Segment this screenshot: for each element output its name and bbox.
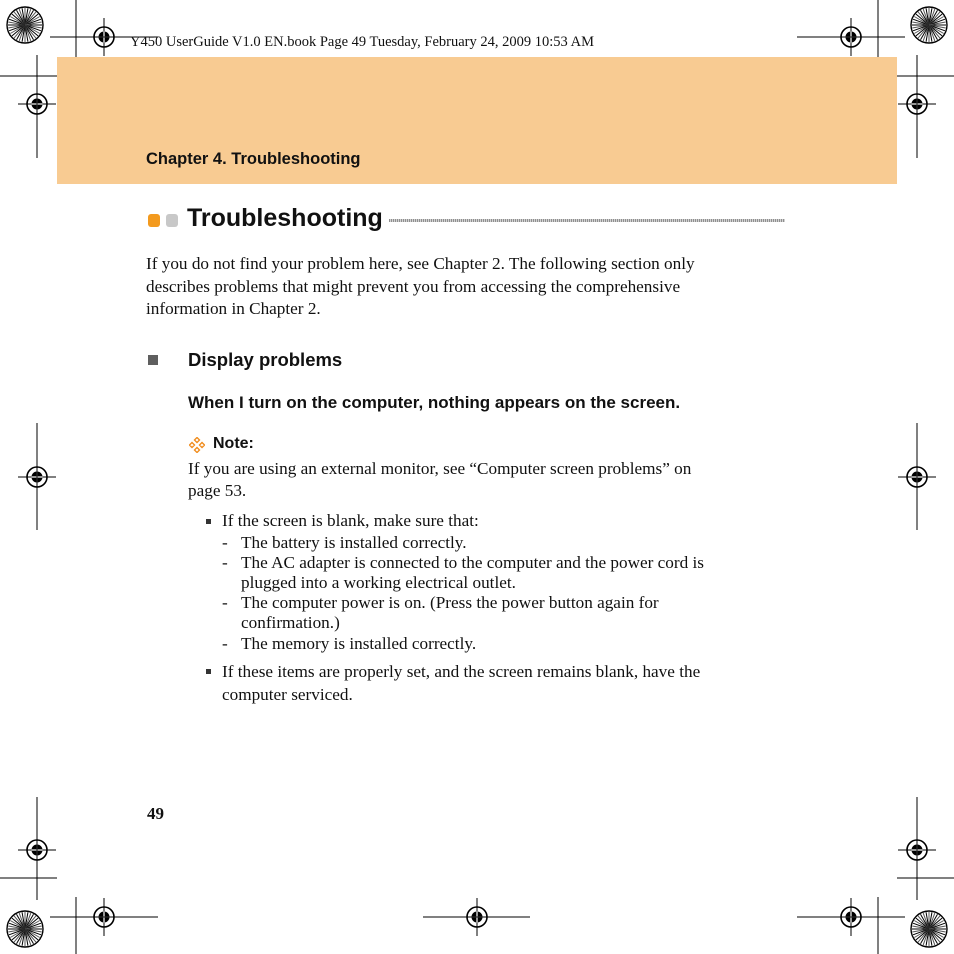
print-slug: Y450 UserGuide V1.0 EN.book Page 49 Tuesday, February 24, 2009 10:53 AM	[130, 34, 594, 50]
check-line: plugged into a working electrical outlet.	[241, 573, 516, 592]
dash-marker: -	[222, 553, 228, 572]
check-line: confirmation.)	[241, 613, 340, 632]
note-diamond-icon	[189, 437, 205, 453]
check-line: The computer power is on. (Press the power button again for	[241, 593, 659, 612]
heading-gray-square-icon	[166, 214, 178, 227]
page-number: 49	[147, 804, 164, 823]
check-line: The AC adapter is connected to the computer and the power cord is	[241, 553, 704, 572]
dash-marker: -	[222, 634, 228, 653]
check-item	[241, 593, 659, 633]
check-line: The battery is installed correctly.	[241, 533, 467, 552]
square-bullet-icon	[148, 355, 158, 365]
note-line: page 53.	[188, 480, 247, 500]
check-item	[241, 553, 704, 593]
heading-rule	[389, 219, 785, 222]
question-heading: When I turn on the computer, nothing appears on the screen.	[188, 393, 681, 412]
starburst-icon	[7, 911, 43, 947]
bullet-item: If the screen is blank, make sure that:	[222, 511, 479, 530]
list-bullet-icon	[206, 669, 211, 674]
note-text	[188, 458, 788, 501]
bullet-item	[222, 660, 792, 706]
dash-marker: -	[222, 533, 228, 552]
intro-line: If you do not find your problem here, see Chapter 2. The following section only	[146, 254, 695, 273]
starburst-icon	[911, 911, 947, 947]
check-item	[241, 533, 467, 553]
note-label: Note:	[213, 435, 254, 452]
dash-marker: -	[222, 593, 228, 612]
subsection-title: Display problems	[188, 349, 343, 370]
intro-line: information in Chapter 2.	[146, 299, 321, 318]
check-item	[241, 634, 476, 654]
intro-paragraph	[146, 253, 796, 321]
bullet-line: If these items are properly set, and the screen remains blank, have the	[222, 662, 701, 681]
starburst-icon	[911, 7, 947, 43]
bullet-line: computer serviced.	[222, 685, 353, 704]
check-line: The memory is installed correctly.	[241, 634, 477, 653]
intro-line: describes problems that might prevent you from accessing the comprehensive	[146, 276, 681, 296]
starburst-icon	[7, 7, 43, 43]
chapter-title: Chapter 4. Troubleshooting	[146, 150, 361, 168]
heading-orange-square-icon	[148, 214, 160, 227]
section-title: Troubleshooting	[187, 204, 383, 232]
note-line: If you are using an external monitor, see “Computer screen problems” on	[188, 459, 692, 478]
list-bullet-icon	[206, 519, 211, 524]
